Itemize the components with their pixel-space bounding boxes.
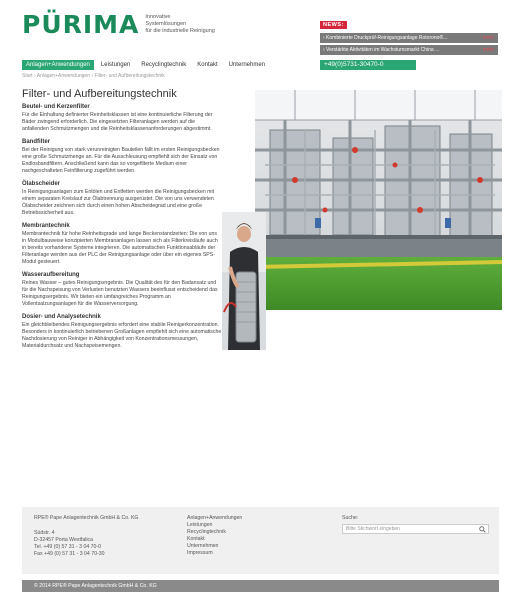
logo-tagline bbox=[145, 14, 214, 35]
header bbox=[0, 0, 519, 52]
footer bbox=[22, 507, 499, 574]
logo[interactable] bbox=[22, 12, 215, 37]
breadcrumb-current: Filter- und Aufbereitungstechnik bbox=[94, 73, 165, 79]
footer-address bbox=[34, 515, 138, 558]
footer-city: D-32457 Porta Westfalica bbox=[34, 537, 94, 543]
section-heading: Beutel- und Kerzenfilter bbox=[22, 104, 90, 110]
breadcrumb-level1[interactable]: Anlagen+Anwendungen bbox=[36, 73, 90, 79]
footer-link-leistungen[interactable]: Leistungen bbox=[187, 522, 213, 528]
footer-link-recyclingtechnik[interactable]: Recyclingtechnik bbox=[187, 529, 226, 535]
footer-link-impressum[interactable]: Impressum bbox=[187, 550, 213, 556]
footer-link-kontakt[interactable]: Kontakt bbox=[187, 536, 205, 542]
plant-photo-image bbox=[255, 90, 502, 310]
section-heading: Bandfilter bbox=[22, 139, 51, 145]
search-label: Suche: bbox=[342, 515, 359, 521]
section-body: Membrantechnik für hohe Reinheitsgrade und lange Beckenstandzeiten: Die von uns in Modulbauweise konzipierten Membrananlagen lassen sich als Filterkreisläufe auch in bereits vorhandene Systeme integrieren. Die automatischen Funktionsabläufe der Filteranlage werden aus der PLC der Reinigungsanlage oder über ein eigenes SPS-Modul gesteuert. bbox=[22, 231, 218, 265]
nav-item-kontakt[interactable]: Kontakt bbox=[197, 62, 218, 68]
nav-item-unternehmen[interactable]: Unternehmen bbox=[228, 62, 265, 68]
nav-item-recyclingtechnik[interactable]: Recyclingtechnik bbox=[141, 62, 187, 68]
news-box bbox=[320, 13, 498, 55]
worker-photo-image bbox=[222, 212, 266, 350]
phone-number[interactable]: +49(0)5731-30470-0 bbox=[320, 60, 416, 70]
plant-photo bbox=[255, 90, 502, 310]
search-input[interactable] bbox=[342, 524, 489, 534]
nav-item-leistungen[interactable]: Leistungen bbox=[100, 62, 131, 68]
worker-photo bbox=[222, 212, 266, 350]
logo-wordmark[interactable]: PÜRIMA bbox=[22, 10, 140, 39]
page-title: Filter- und Aufbereitungstechnik bbox=[22, 88, 177, 100]
main-content bbox=[22, 104, 222, 350]
copyright-bar: © 2014 RPE® Pape Anlagentechnik GmbH & Co. KG bbox=[22, 580, 499, 592]
section-heading: Membrantechnik bbox=[22, 223, 70, 229]
breadcrumb-separator: › bbox=[32, 73, 37, 79]
tagline-line-3: für die industrielle Reinigung bbox=[145, 28, 215, 34]
section-heading: Wasseraufbereitung bbox=[22, 272, 80, 278]
footer-search bbox=[342, 515, 489, 534]
tagline-line-1: Innovative bbox=[145, 14, 171, 20]
section-body: Für die Einhaltung definierter Reinheitsklassen ist eine kontinuierliche Filterung der Bäder zwingend erforderlich. Die eingesetzten Filteranlagen werden auf die anfallenden Schmutzmengen und die Reinheitsklassenanforderungen abgestimmt. bbox=[22, 112, 213, 132]
news-item[interactable] bbox=[320, 45, 498, 55]
section-body: In Reinigungsanlagen zum Entölen und Entfetten werden die Reinigungsbecken mit einem separaten Kreislauf zur Ölabtrennung ausgerüstet. Die von uns verwendeten Ölabscheider zeichnen sich durch einen hohen Abscheidegrad und eine große Betriebssicherheit aus. bbox=[22, 189, 215, 216]
section-body: Ein gleichbleibendes Reinigungsergebnis erfordert eine stabile Reinigerkonzentration. Besonders in kontinuierlich betriebenen Großanlagen empfiehlt sich eine automatische Nachdosierung von Reiniger in Abhängigkeit von Konzentrationsmessungen, Materialdurchsatz und Nachspeisemengen. bbox=[22, 322, 222, 349]
tagline-line-2: Systemlösungen bbox=[145, 21, 187, 27]
section-heading: Dosier- und Analysetechnik bbox=[22, 314, 101, 320]
nav-item-anlagen[interactable]: Anlagen+Anwendungen bbox=[22, 60, 94, 70]
footer-street: Südstr. 4 bbox=[34, 530, 55, 536]
footer-fax: Fax +49 (0) 57 31 - 3 04 70-30 bbox=[34, 551, 105, 557]
news-more-link[interactable]: mehr bbox=[482, 35, 494, 41]
section-body: Bei der Reinigung von stark verunreinigten Bauteilen fällt im ersten Reinigungsbecken eine große Schmutzmenge an. Für die Ausschleusung empfiehlt sich der Einsatz von Endlosbandfiltern. Anschließend kann das so vorgefilterte Medium einer nachgeschalteten Feinfilterung zugeführt werden. bbox=[22, 147, 220, 174]
news-item-text[interactable]: › Kombinierte Druckprüf-Reinigungsanlage Rotorono®... bbox=[323, 35, 448, 41]
section-body: Reines Wasser – gutes Reinigungsergebnis. Die Qualität des für den Badansatz und für die Nachspeisung von Verlusten benutzten Wassers beeinflusst entscheidend das Reinigungsergebnis. Wir bieten ein umfangreiches Programm an Vollentsalzungsanlagen für die Wasserversorgung. bbox=[22, 280, 218, 307]
section-heading: Ölabscheider bbox=[22, 181, 61, 187]
search-placeholder[interactable]: Bitte Stichwort eingeben bbox=[346, 526, 400, 532]
breadcrumb-home[interactable]: Start bbox=[22, 73, 33, 79]
news-more-link[interactable]: mehr bbox=[482, 47, 494, 53]
footer-link-anlagen[interactable]: Anlagen+Anwendungen bbox=[187, 515, 243, 521]
breadcrumb bbox=[22, 73, 165, 79]
footer-company: RPE® Pape Anlagentechnik GmbH & Co. KG bbox=[34, 515, 139, 521]
breadcrumb-separator: › bbox=[89, 73, 95, 79]
news-item[interactable] bbox=[320, 33, 498, 43]
footer-link-unternehmen[interactable]: Unternehmen bbox=[187, 543, 219, 549]
news-badge: NEWS: bbox=[320, 21, 347, 29]
footer-links bbox=[187, 515, 242, 557]
search-icon[interactable] bbox=[479, 526, 486, 533]
news-item-text[interactable]: › Verstärkte Aktivitäten im Wachstumsmarkt China ... bbox=[323, 47, 440, 53]
footer-tel[interactable]: Tel. +49 (0) 57 31 - 3 04 70-0 bbox=[34, 544, 102, 550]
main-nav bbox=[22, 60, 272, 70]
